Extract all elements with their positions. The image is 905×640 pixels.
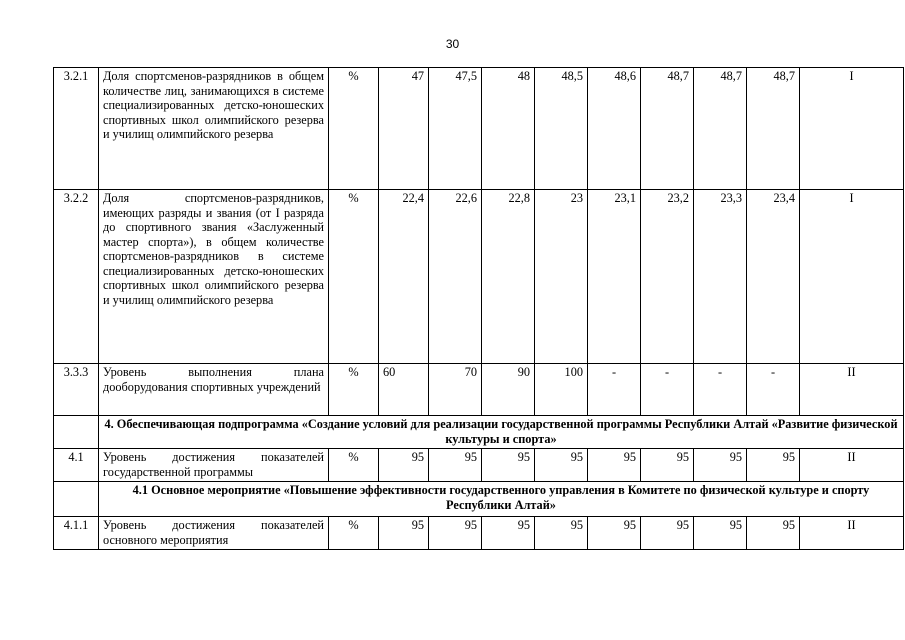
value-cell: 47,5 xyxy=(429,68,482,190)
table-row xyxy=(54,364,904,416)
value-cell: 95 xyxy=(379,449,429,482)
value-cell: 95 xyxy=(429,517,482,550)
value-cell: 22,4 xyxy=(379,190,429,364)
value-cell: - xyxy=(588,364,641,416)
unit-cell: % xyxy=(329,190,379,364)
empty-number-cell xyxy=(54,416,99,449)
value-cell: 95 xyxy=(482,449,535,482)
value-cell: 23,3 xyxy=(694,190,747,364)
value-cell: 95 xyxy=(747,449,800,482)
category-cell: I xyxy=(800,68,904,190)
value-cell: 48,5 xyxy=(535,68,588,190)
value-cell: 95 xyxy=(429,449,482,482)
value-cell: 48,6 xyxy=(588,68,641,190)
value-cell: 23,2 xyxy=(641,190,694,364)
empty-number-cell xyxy=(54,482,99,517)
value-cell: 90 xyxy=(482,364,535,416)
page-number: 30 xyxy=(445,37,460,51)
unit-cell: % xyxy=(329,449,379,482)
indicators-table xyxy=(53,67,904,550)
value-cell: 70 xyxy=(429,364,482,416)
value-cell: 95 xyxy=(588,449,641,482)
table-row xyxy=(54,68,904,190)
value-cell: 48 xyxy=(482,68,535,190)
value-cell: 48,7 xyxy=(694,68,747,190)
value-cell: 95 xyxy=(641,517,694,550)
indicator-name: Уровень достижения показателей государственной программы xyxy=(99,449,329,482)
value-cell: 95 xyxy=(694,449,747,482)
row-number: 3.2.2 xyxy=(54,190,99,364)
unit-cell: % xyxy=(329,364,379,416)
value-cell: 22,6 xyxy=(429,190,482,364)
value-cell: 48,7 xyxy=(747,68,800,190)
value-cell: 95 xyxy=(535,449,588,482)
table-row xyxy=(54,449,904,482)
value-cell: 95 xyxy=(694,517,747,550)
category-cell: I xyxy=(800,190,904,364)
row-number: 3.2.1 xyxy=(54,68,99,190)
unit-cell: % xyxy=(329,517,379,550)
indicator-name: Уровень выполнения плана дооборудования спортивных учреждений xyxy=(99,364,329,416)
value-cell: 23,1 xyxy=(588,190,641,364)
table-row xyxy=(54,517,904,550)
value-cell: 95 xyxy=(535,517,588,550)
category-cell: II xyxy=(800,449,904,482)
category-cell: II xyxy=(800,364,904,416)
unit-cell: % xyxy=(329,68,379,190)
section-heading: 4.1 Основное мероприятие «Повышение эффективности государственного управления в Комитете по физической культуре и спорту Республики Алтай» xyxy=(99,482,904,517)
value-cell: 48,7 xyxy=(641,68,694,190)
section-heading-row xyxy=(54,482,904,517)
indicator-name: Доля спортсменов-разрядников, имеющих разряды и звания (от I разряда до спортивного звания «Заслуженный мастер спорта»), в общем количестве спортсменов-разрядников в системе специализированных детско-юношеских спортивных школ олимпийского резерва и училищ олимпийского резерва xyxy=(99,190,329,364)
value-cell: 95 xyxy=(747,517,800,550)
value-cell: 100 xyxy=(535,364,588,416)
table-row xyxy=(54,190,904,364)
category-cell: II xyxy=(800,517,904,550)
section-heading-row xyxy=(54,416,904,449)
value-cell: 95 xyxy=(379,517,429,550)
value-cell: 95 xyxy=(482,517,535,550)
value-cell: 23,4 xyxy=(747,190,800,364)
value-cell: - xyxy=(641,364,694,416)
row-number: 4.1.1 xyxy=(54,517,99,550)
value-cell: - xyxy=(694,364,747,416)
value-cell: 47 xyxy=(379,68,429,190)
value-cell: 95 xyxy=(641,449,694,482)
section-heading: 4. Обеспечивающая подпрограмма «Создание условий для реализации государственной программы Республики Алтай «Развитие физической культуры и спорта» xyxy=(99,416,904,449)
value-cell: 60 xyxy=(379,364,429,416)
indicator-name: Уровень достижения показателей основного мероприятия xyxy=(99,517,329,550)
value-cell: 23 xyxy=(535,190,588,364)
value-cell: 22,8 xyxy=(482,190,535,364)
row-number: 3.3.3 xyxy=(54,364,99,416)
indicator-name: Доля спортсменов-разрядников в общем количестве лиц, занимающихся в системе специализированных детско-юношеских спортивных школ олимпийского резерва и училищ олимпийского резерва xyxy=(99,68,329,190)
value-cell: 95 xyxy=(588,517,641,550)
row-number: 4.1 xyxy=(54,449,99,482)
value-cell: - xyxy=(747,364,800,416)
